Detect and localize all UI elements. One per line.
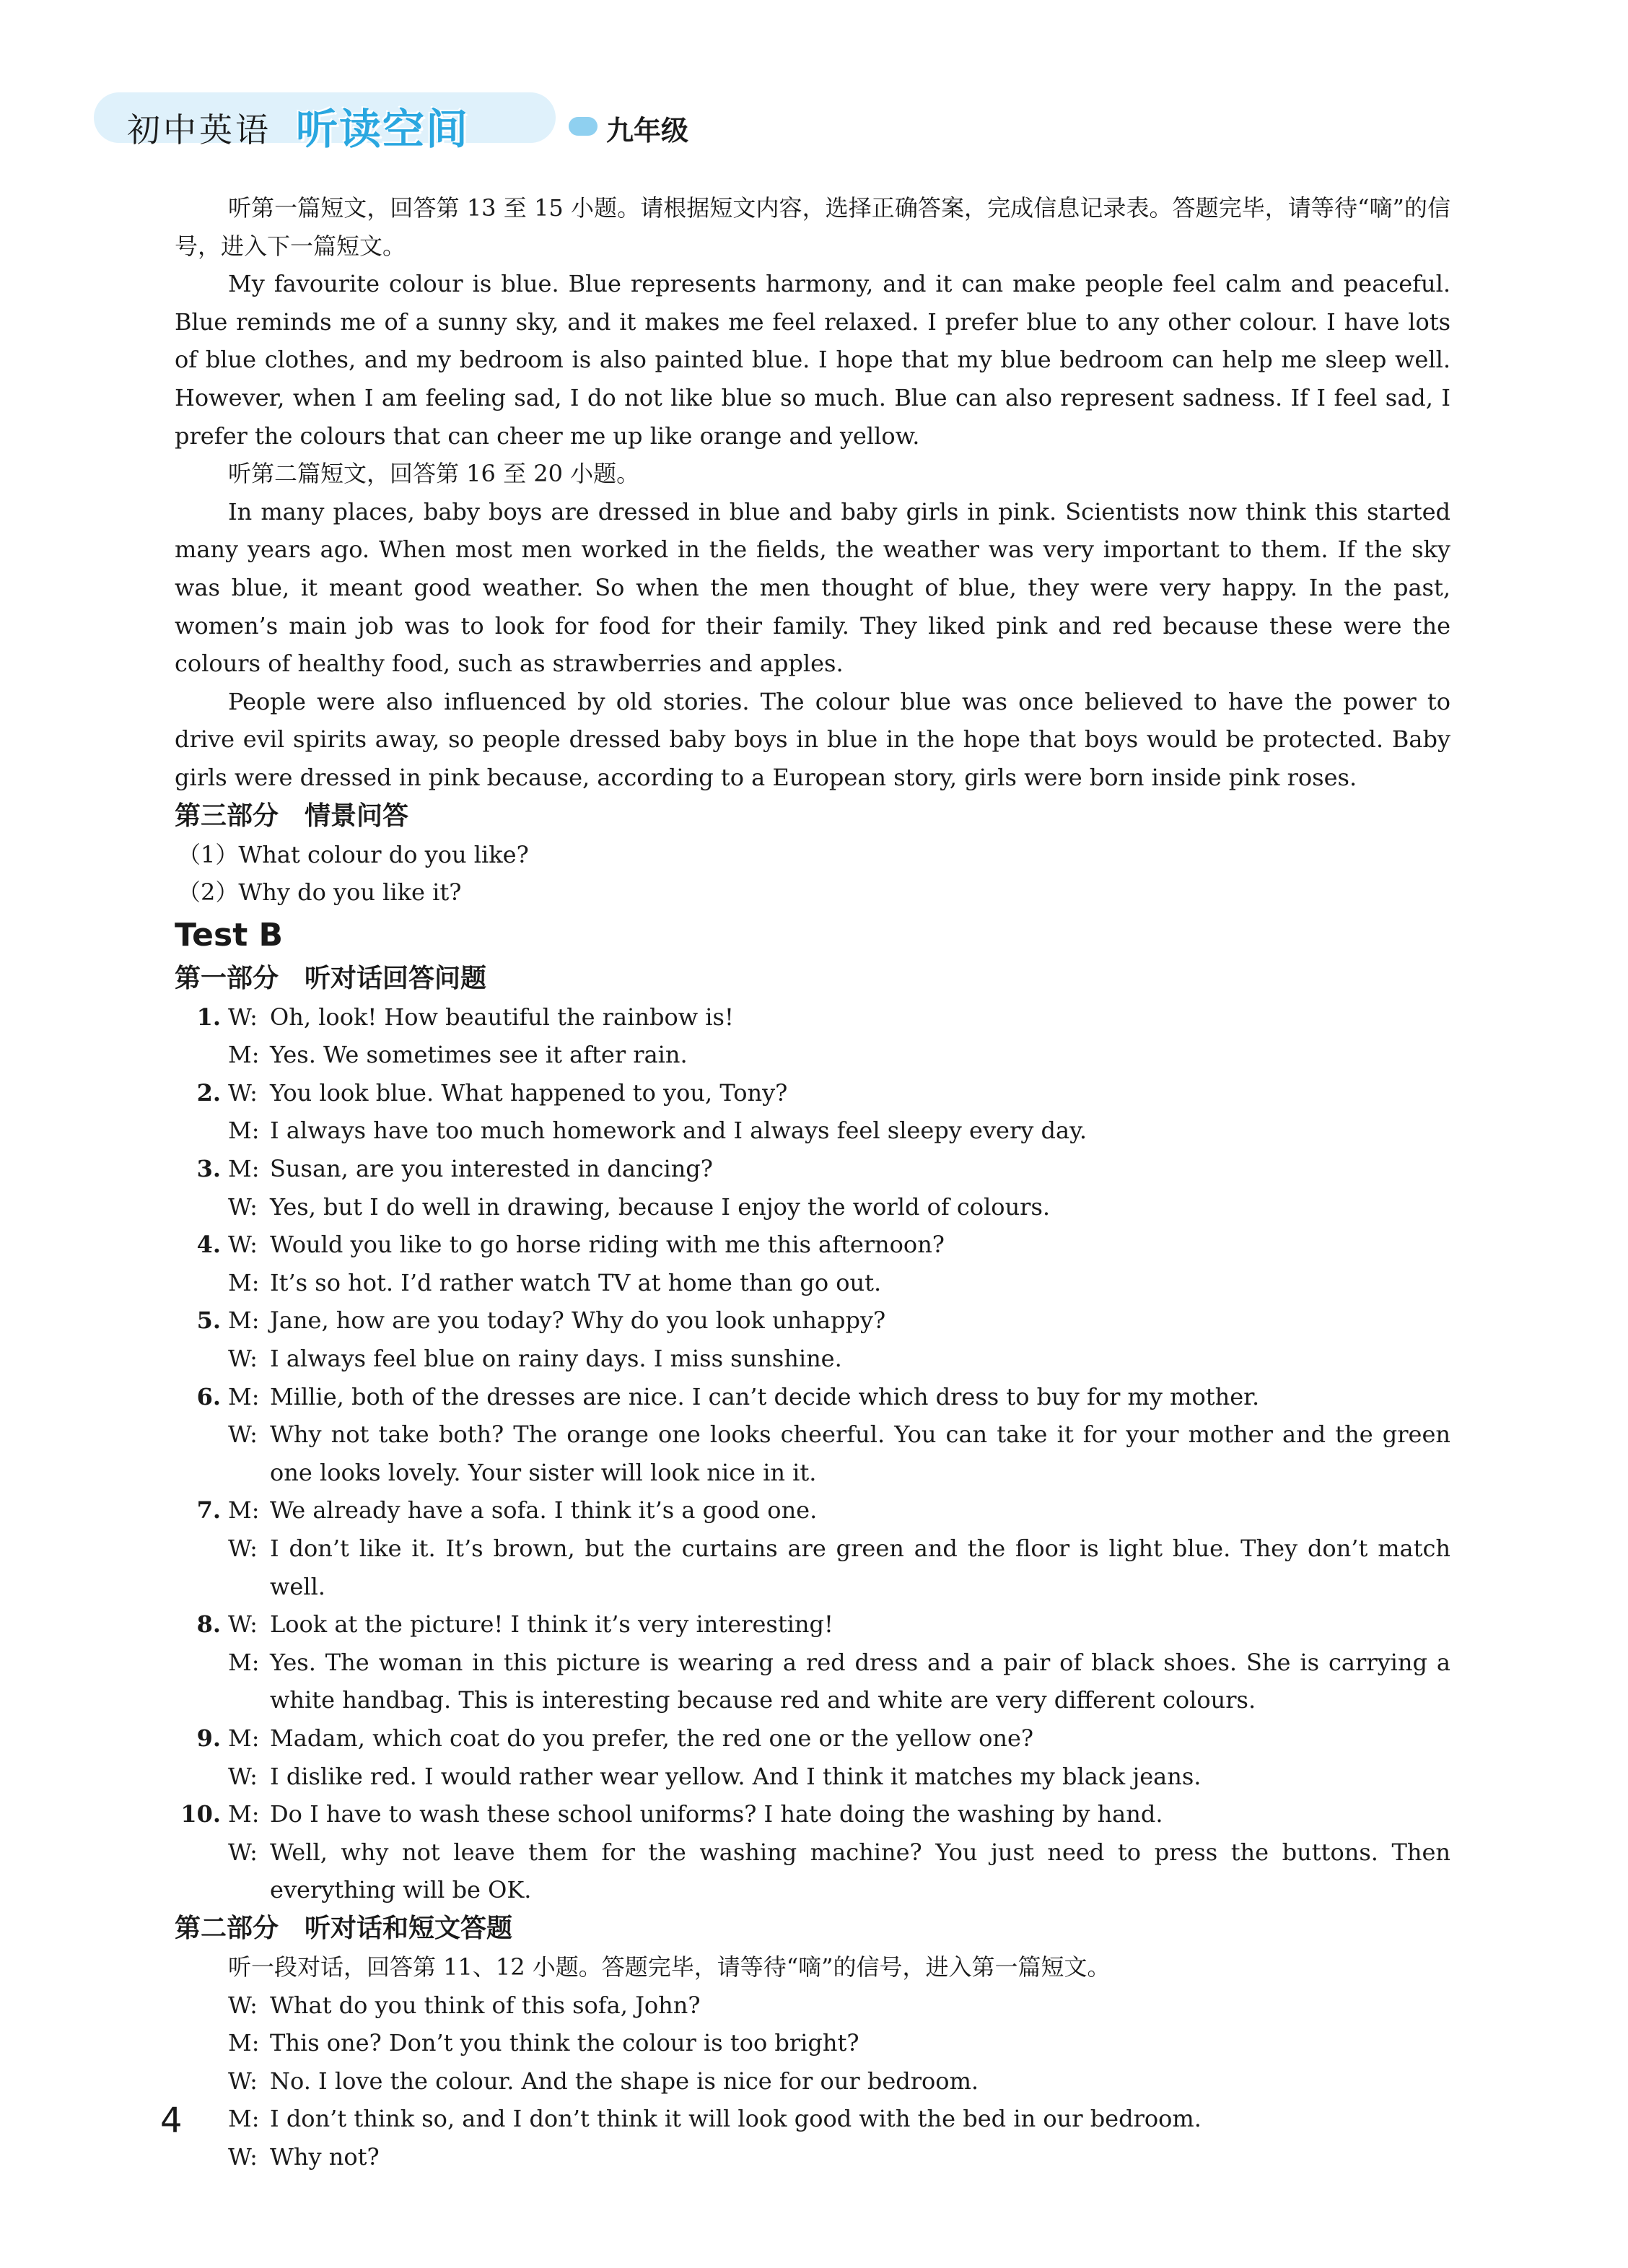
dialogue-line <box>175 1150 1450 1188</box>
dialogue-text: Oh, look! How beautiful the rainbow is! <box>270 1003 734 1031</box>
speaker: W: <box>228 1192 258 1221</box>
dialogue-line <box>175 1036 1450 1074</box>
dialogue-line <box>175 2138 1450 2176</box>
dialogue-text: Yes. The woman in this picture is wearing a red dress and a pair of black shoes. She is carrying a white handbag. This is interesting because red and white are very different colours. <box>270 1648 1450 1714</box>
dialogue-line <box>175 1833 1450 1909</box>
dialogue-line <box>175 1188 1450 1226</box>
dialogue-text: Why not take both? The orange one looks cheerful. You can take it for your mother and the green one looks lovely. Your sister will look nice in it. <box>270 1421 1450 1486</box>
dialogue-text: Would you like to go horse riding with me this afternoon? <box>270 1231 945 1259</box>
dialogue-line <box>175 2024 1450 2062</box>
page-header <box>87 79 736 159</box>
speaker: W: <box>228 2067 258 2095</box>
speaker: W: <box>228 1610 258 1639</box>
dialogue-text: I don’t think so, and I don’t think it will look good with the bed in our bedroom. <box>270 2105 1202 2133</box>
item-number: 6. <box>196 1382 221 1410</box>
item-number: 9. <box>196 1724 221 1752</box>
dialogue-line <box>175 1491 1450 1530</box>
speaker: M: <box>228 1268 260 1296</box>
part2-dialogue <box>175 1986 1450 2176</box>
dialogue-line <box>175 1416 1450 1491</box>
item-number: 8. <box>196 1610 221 1639</box>
dialogue-text: I dislike red. I would rather wear yellow. And I think it matches my black jeans. <box>270 1762 1202 1790</box>
item-number: 3. <box>196 1155 221 1183</box>
item-number: 7. <box>196 1496 221 1525</box>
dialogue-line <box>175 1530 1450 1605</box>
part2-title: 第二部分 听对话和短文答题 <box>175 1913 513 1943</box>
page-number: 4 <box>160 2101 183 2141</box>
speaker: M: <box>228 2029 260 2057</box>
dialogue-text: Susan, are you interested in dancing? <box>270 1155 713 1183</box>
dialogue-line <box>175 1719 1450 1758</box>
speaker: M: <box>228 1307 260 1335</box>
passage-1: My favourite colour is blue. Blue represents harmony, and it can make people feel calm and peaceful. Blue reminds me of a sunny sky, and it makes me feel relaxed. I prefer blue to any other colour. I have lots of blue clothes, and my bedroom is also painted blue. I hope that my blue bedroom can help me sleep well. However, when I am feeling sad, I do not like blue so much. Blue can also represent sadness. If I feel sad, I prefer the colours that can cheer me up like orange and yellow. <box>175 270 1450 450</box>
dialogue-line <box>175 1605 1450 1644</box>
speaker: W: <box>228 1762 258 1790</box>
dialogue-line <box>175 1264 1450 1302</box>
speaker: W: <box>228 1535 258 1562</box>
dialogue-text: Why not? <box>270 2142 380 2171</box>
dialogue-line <box>175 998 1450 1037</box>
speaker: M: <box>228 1041 260 1069</box>
dialogue-line <box>175 1644 1450 1719</box>
item-number: 2. <box>196 1078 221 1107</box>
passage-2-paragraph-1: In many places, baby boys are dressed in blue and baby girls in pink. Scientists now think this started many years ago. When most men worked in the fields, the weather was very important to them. If the sky was blue, it meant good weather. So when the men thought of blue, they were very happy. In the past, women’s main job was to look for food for their family. They liked pink and red because these were the colours of healthy food, such as strawberries and apples. <box>175 497 1450 678</box>
item-number: 1. <box>196 1003 221 1031</box>
speaker: W: <box>228 1078 258 1107</box>
part1-title: 第一部分 听对话回答问题 <box>175 963 487 993</box>
speaker: W: <box>228 1421 258 1449</box>
dialogue-text: It’s so hot. I’d rather watch TV at home than go out. <box>270 1268 882 1296</box>
speaker: W: <box>228 1345 258 1373</box>
passage-2-paragraph-2: People were also influenced by old stories. The colour blue was once believed to have the power to drive evil spirits away, so people dressed baby boys in blue in the hope that boys would be protected. Baby girls were dressed in pink because, according to a European story, girls were born inside pink roses. <box>175 687 1450 791</box>
dialogue-text: Well, why not leave them for the washing machine? You just need to press the buttons. Then everything will be OK. <box>270 1838 1450 1904</box>
dialogue-line <box>175 2062 1450 2101</box>
speaker: W: <box>228 1838 258 1866</box>
item-number: 4. <box>196 1231 221 1259</box>
dialogue-text: Madam, which coat do you prefer, the red one or the yellow one? <box>270 1724 1034 1752</box>
dialogue-text: Look at the picture! I think it’s very interesting! <box>270 1610 833 1639</box>
dialogue-line <box>175 1074 1450 1112</box>
dialogue-text: Millie, both of the dresses are nice. I can’t decide which dress to buy for my mother. <box>270 1382 1260 1410</box>
dialogue-line <box>175 2100 1450 2138</box>
dialogue-line <box>175 1795 1450 1833</box>
speaker: W: <box>228 1003 258 1031</box>
dialogue-text: This one? Don’t you think the colour is too bright? <box>270 2029 859 2057</box>
dialogue-text: Yes, but I do well in drawing, because I enjoy the world of colours. <box>270 1192 1051 1221</box>
speaker: M: <box>228 1496 260 1525</box>
dialogue-line <box>175 1340 1450 1378</box>
speaker: M: <box>228 1648 260 1676</box>
page-content <box>175 189 1450 2176</box>
speaker: W: <box>228 1231 258 1259</box>
intro-passage-1: 听第一篇短文，回答第 13 至 15 小题。请根据短文内容，选择正确答案，完成信息记录表。答题完毕，请等待“嘀”的信号，进入下一篇短文。 <box>175 194 1450 260</box>
dialogue-text: Jane, how are you today? Why do you look unhappy? <box>270 1307 886 1335</box>
dialogue-text: I always have too much homework and I always feel sleepy every day. <box>270 1117 1087 1145</box>
speaker: M: <box>228 2105 260 2133</box>
part2-intro: 听一段对话，回答第 11、12 小题。答题完毕，请等待“嘀”的信号，进入第一篇短文。 <box>228 1953 1111 1981</box>
item-number: 10. <box>180 1800 221 1828</box>
speaker: W: <box>228 2142 258 2171</box>
speaker: W: <box>228 1991 258 2019</box>
dialogue-text: I don’t like it. It’s brown, but the curtains are green and the floor is light blue. They don’t match well. <box>270 1535 1450 1600</box>
intro-passage-2: 听第二篇短文，回答第 16 至 20 小题。 <box>228 460 640 488</box>
speaker: M: <box>228 1800 260 1828</box>
dialogue-text: No. I love the colour. And the shape is nice for our bedroom. <box>270 2067 979 2095</box>
dialogue-text: We already have a sofa. I think it’s a good one. <box>270 1496 818 1525</box>
dialogue-line <box>175 1301 1450 1340</box>
item-number: 5. <box>196 1307 221 1335</box>
dialogue-text: I always feel blue on rainy days. I miss sunshine. <box>270 1345 842 1373</box>
speaker: M: <box>228 1117 260 1145</box>
dialogue-line <box>175 1226 1450 1264</box>
part3-title: 第三部分 情景问答 <box>175 801 409 831</box>
test-b-title: Test B <box>175 916 284 954</box>
dialogue-text: Do I have to wash these school uniforms? I hate doing the washing by hand. <box>270 1800 1163 1828</box>
speaker: M: <box>228 1382 260 1410</box>
brand-logo: 听读空间 <box>296 105 470 154</box>
cloud-dot-icon <box>569 117 598 136</box>
speaker: M: <box>228 1155 260 1183</box>
dialogue-line <box>175 1378 1450 1416</box>
dialogue-line <box>175 1986 1450 2025</box>
dialogue-text: What do you think of this sofa, John? <box>270 1991 701 2019</box>
grade-label: 九年级 <box>606 115 689 147</box>
part3-question: （2）Why do you like it? <box>178 878 462 907</box>
speaker: M: <box>228 1724 260 1752</box>
dialogue-text: Yes. We sometimes see it after rain. <box>270 1041 688 1069</box>
dialogue-line <box>175 1112 1450 1150</box>
series-title: 初中英语 <box>127 110 271 149</box>
dialogue-text: You look blue. What happened to you, Tony? <box>270 1078 788 1107</box>
part3-question: （1）What colour do you like? <box>178 840 529 868</box>
dialogue-line <box>175 1758 1450 1796</box>
dialogue-list <box>175 998 1450 1909</box>
